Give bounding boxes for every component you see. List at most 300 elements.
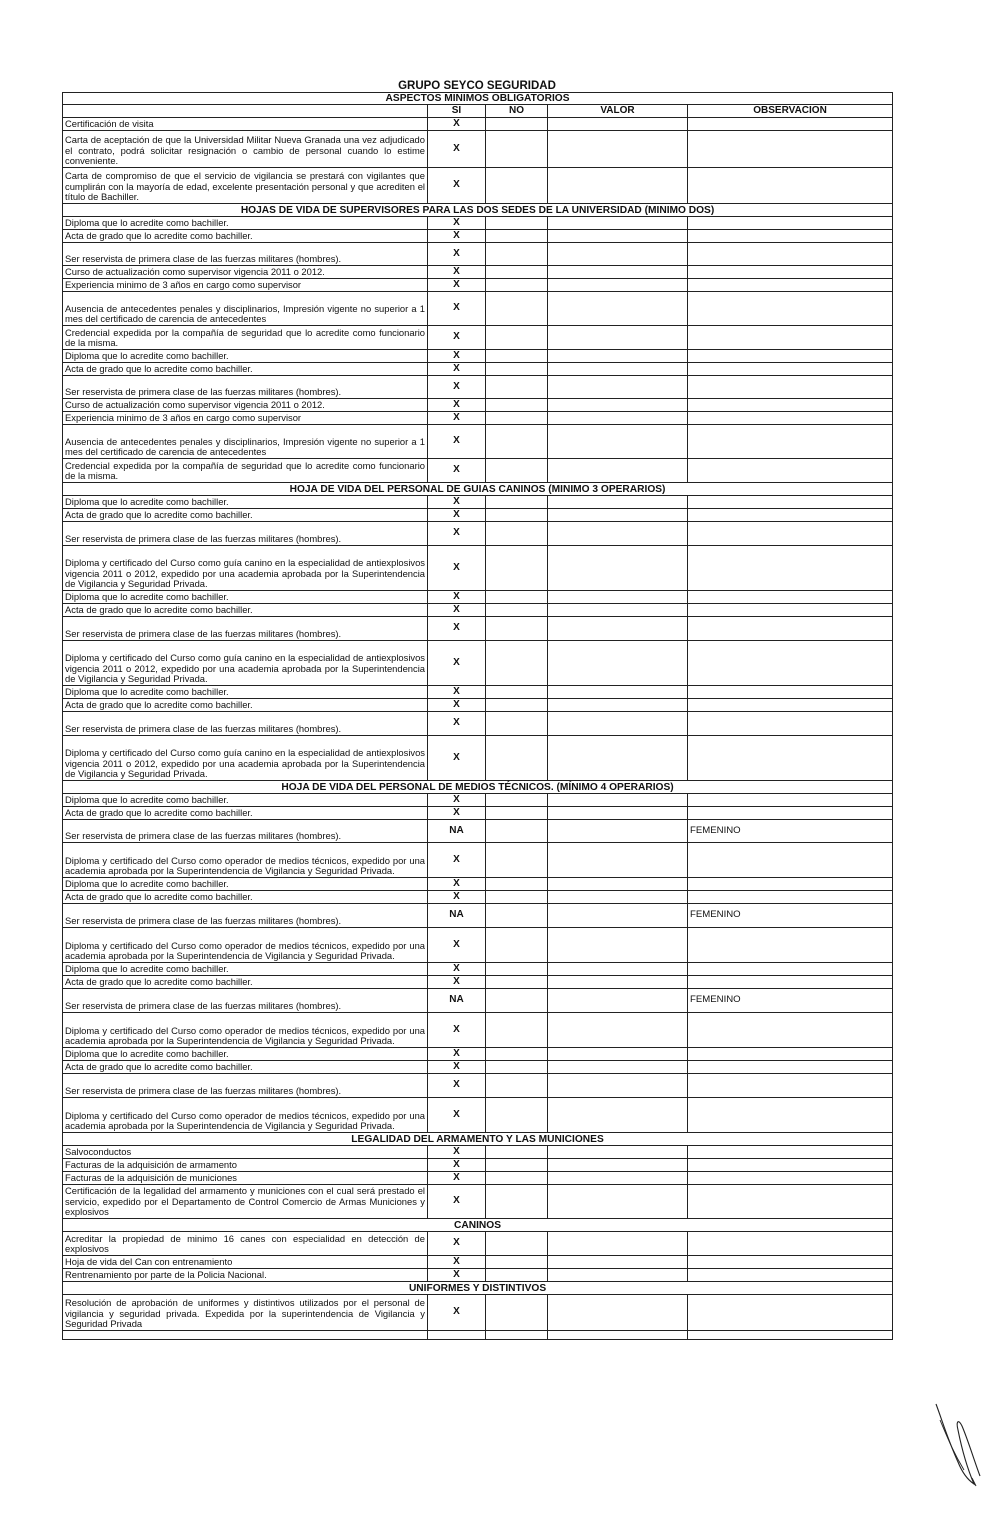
si-mark: X xyxy=(428,522,486,546)
no-mark xyxy=(486,963,548,976)
si-mark: X xyxy=(428,1172,486,1185)
no-mark xyxy=(486,904,548,928)
requirement-text: Diploma que lo acredite como bachiller. xyxy=(63,878,428,891)
requirement-text: Diploma que lo acredite como bachiller. xyxy=(63,1048,428,1061)
table-row xyxy=(63,363,893,376)
requirements-table-body xyxy=(63,93,893,1340)
section-header-row xyxy=(63,483,893,496)
requirement-text: Acta de grado que lo acredite como bachiller. xyxy=(63,976,428,989)
valor-cell xyxy=(548,1146,688,1159)
no-mark xyxy=(486,1172,548,1185)
si-mark: NA xyxy=(428,904,486,928)
table-row xyxy=(63,131,893,168)
no-mark xyxy=(486,522,548,546)
observation-cell xyxy=(688,736,893,781)
no-mark xyxy=(486,292,548,326)
valor-cell xyxy=(548,266,688,279)
observation-cell: FEMENINO xyxy=(688,820,893,843)
observation-cell xyxy=(688,266,893,279)
table-header-row xyxy=(63,105,893,118)
requirement-text: Ser reservista de primera clase de las fuerzas militares (hombres). xyxy=(63,820,428,843)
si-mark: X xyxy=(428,292,486,326)
si-mark: X xyxy=(428,326,486,350)
si-mark: X xyxy=(428,604,486,617)
observation-cell xyxy=(688,1098,893,1133)
no-mark xyxy=(486,217,548,230)
valor-cell xyxy=(548,376,688,399)
observation-cell xyxy=(688,591,893,604)
table-row xyxy=(63,963,893,976)
section-header-row xyxy=(63,1133,893,1146)
requirement-text: Diploma que lo acredite como bachiller. xyxy=(63,686,428,699)
observation-cell xyxy=(688,546,893,591)
requirement-text: Carta de aceptación de que la Universidad Militar Nueva Granada una vez adjudicado el contrato, podrá solicitar resignación o cambio de personal cuando lo estime conveniente. xyxy=(63,131,428,168)
observation-cell xyxy=(688,459,893,483)
requirement-text: Ser reservista de primera clase de las fuerzas militares (hombres). xyxy=(63,904,428,928)
requirement-text: Diploma y certificado del Curso como guía canino en la especialidad de antiexplosivos vigencia 2011 o 2012, expedido por una academia aprobada por la Superintendencia de Vigilancia y Seguridad Privada. xyxy=(63,546,428,591)
observation-cell xyxy=(688,509,893,522)
si-mark: X xyxy=(428,843,486,878)
valor-cell xyxy=(548,425,688,459)
observation-cell: FEMENINO xyxy=(688,904,893,928)
no-mark xyxy=(486,989,548,1013)
requirement-text: Rentrenamiento por parte de la Policia Nacional. xyxy=(63,1269,428,1282)
si-mark: X xyxy=(428,591,486,604)
no-mark xyxy=(486,686,548,699)
observation-cell xyxy=(688,1159,893,1172)
no-mark xyxy=(486,425,548,459)
observation-cell xyxy=(688,686,893,699)
section-title: HOJA DE VIDA DEL PERSONAL DE MEDIOS TÉCNICOS. (MÍNIMO 4 OPERARIOS) xyxy=(63,781,893,794)
no-mark xyxy=(486,412,548,425)
table-row xyxy=(63,617,893,641)
valor-cell xyxy=(548,591,688,604)
section-header-row xyxy=(63,781,893,794)
table-row xyxy=(63,412,893,425)
valor-cell xyxy=(548,363,688,376)
section-header-row xyxy=(63,204,893,217)
table-row xyxy=(63,376,893,399)
no-mark xyxy=(486,326,548,350)
valor-cell xyxy=(548,1013,688,1048)
requirement-text: Diploma y certificado del Curso como guía canino en la especialidad de antiexplosivos vigencia 2011 o 2012, expedido por una academia aprobada por la Superintendencia de Vigilancia y Seguridad Privada. xyxy=(63,641,428,686)
table-row xyxy=(63,266,893,279)
observation-cell xyxy=(688,279,893,292)
observation-cell xyxy=(688,891,893,904)
valor-cell xyxy=(548,963,688,976)
si-mark: X xyxy=(428,509,486,522)
si-mark: X xyxy=(428,928,486,963)
section-title: CANINOS xyxy=(63,1219,893,1232)
observation-cell xyxy=(688,1146,893,1159)
si-mark: X xyxy=(428,376,486,399)
no-mark xyxy=(486,1185,548,1219)
blank-cell xyxy=(428,1331,486,1340)
table-row xyxy=(63,989,893,1013)
valor-cell xyxy=(548,230,688,243)
valor-cell xyxy=(548,1048,688,1061)
si-mark: X xyxy=(428,459,486,483)
requirement-text: Diploma y certificado del Curso como operador de medios técnicos, expedido por una academia aprobada por la Superintendencia de Vigilancia y Seguridad Privada. xyxy=(63,843,428,878)
requirement-text: Credencial expedida por la compañía de seguridad que lo acredite como funcionario de la misma. xyxy=(63,326,428,350)
valor-cell xyxy=(548,928,688,963)
table-row xyxy=(63,591,893,604)
si-mark: NA xyxy=(428,989,486,1013)
valor-cell xyxy=(548,168,688,204)
si-mark: X xyxy=(428,1295,486,1331)
table-row xyxy=(63,1269,893,1282)
table-row xyxy=(63,292,893,326)
no-mark xyxy=(486,807,548,820)
valor-cell xyxy=(548,1074,688,1098)
valor-cell xyxy=(548,1232,688,1256)
table-subtitle: ASPECTOS MINIMOS OBLIGATORIOS xyxy=(63,93,893,105)
table-row xyxy=(63,686,893,699)
table-row xyxy=(63,459,893,483)
requirement-text: Curso de actualización como supervisor vigencia 2011 o 2012. xyxy=(63,266,428,279)
observation-cell xyxy=(688,425,893,459)
valor-cell xyxy=(548,641,688,686)
table-row xyxy=(63,1048,893,1061)
observation-cell xyxy=(688,641,893,686)
no-mark xyxy=(486,591,548,604)
table-row xyxy=(63,736,893,781)
si-mark: X xyxy=(428,350,486,363)
valor-cell xyxy=(548,412,688,425)
header-si: SI xyxy=(428,105,486,118)
observation-cell xyxy=(688,1074,893,1098)
no-mark xyxy=(486,1098,548,1133)
requirement-text: Certificación de la legalidad del armamento y municiones con el cual será prestado el servicio, expedido por el Departamento de Control Comercio de Armas Municiones y explosivos xyxy=(63,1185,428,1219)
no-mark xyxy=(486,604,548,617)
valor-cell xyxy=(548,118,688,131)
table-row xyxy=(63,794,893,807)
table-subtitle-row xyxy=(63,93,893,105)
no-mark xyxy=(486,1061,548,1074)
si-mark: X xyxy=(428,736,486,781)
valor-cell xyxy=(548,1172,688,1185)
requirement-text: Diploma que lo acredite como bachiller. xyxy=(63,963,428,976)
blank-row xyxy=(63,1331,893,1340)
si-mark: X xyxy=(428,412,486,425)
requirement-text: Ser reservista de primera clase de las fuerzas militares (hombres). xyxy=(63,522,428,546)
requirement-text: Acta de grado que lo acredite como bachiller. xyxy=(63,807,428,820)
valor-cell xyxy=(548,546,688,591)
si-mark: X xyxy=(428,496,486,509)
table-row xyxy=(63,904,893,928)
valor-cell xyxy=(548,878,688,891)
table-row xyxy=(63,807,893,820)
si-mark: X xyxy=(428,1013,486,1048)
table-row xyxy=(63,699,893,712)
requirement-text: Ser reservista de primera clase de las fuerzas militares (hombres). xyxy=(63,712,428,736)
no-mark xyxy=(486,279,548,292)
document-title: GRUPO SEYCO SEGURIDAD xyxy=(398,80,556,92)
observation-cell xyxy=(688,412,893,425)
table-row xyxy=(63,217,893,230)
section-title: LEGALIDAD DEL ARMAMENTO Y LAS MUNICIONES xyxy=(63,1133,893,1146)
si-mark: X xyxy=(428,1048,486,1061)
observation-cell xyxy=(688,1061,893,1074)
valor-cell xyxy=(548,1295,688,1331)
table-row xyxy=(63,1146,893,1159)
no-mark xyxy=(486,496,548,509)
table-row xyxy=(63,604,893,617)
si-mark: X xyxy=(428,807,486,820)
table-row xyxy=(63,1295,893,1331)
si-mark: X xyxy=(428,1074,486,1098)
si-mark: X xyxy=(428,617,486,641)
si-mark: X xyxy=(428,1098,486,1133)
valor-cell xyxy=(548,699,688,712)
valor-cell xyxy=(548,326,688,350)
blank-cell xyxy=(63,1331,428,1340)
header-no: NO xyxy=(486,105,548,118)
table-row xyxy=(63,546,893,591)
valor-cell xyxy=(548,522,688,546)
table-row xyxy=(63,243,893,266)
si-mark: X xyxy=(428,1146,486,1159)
no-mark xyxy=(486,1269,548,1282)
si-mark: X xyxy=(428,1256,486,1269)
observation-cell: FEMENINO xyxy=(688,989,893,1013)
requirement-text: Resolución de aprobación de uniformes y distintivos utilizados por el personal de vigilancia y seguridad privada. Expedida por la superintendencia de Vigilancia y Seguridad Privada xyxy=(63,1295,428,1331)
requirement-text: Acta de grado que lo acredite como bachiller. xyxy=(63,509,428,522)
table-row xyxy=(63,425,893,459)
requirement-text: Acta de grado que lo acredite como bachiller. xyxy=(63,699,428,712)
si-mark: X xyxy=(428,699,486,712)
observation-cell xyxy=(688,1185,893,1219)
no-mark xyxy=(486,976,548,989)
valor-cell xyxy=(548,891,688,904)
valor-cell xyxy=(548,509,688,522)
blank-cell xyxy=(548,1331,688,1340)
no-mark xyxy=(486,1232,548,1256)
no-mark xyxy=(486,843,548,878)
table-row xyxy=(63,976,893,989)
no-mark xyxy=(486,363,548,376)
valor-cell xyxy=(548,1185,688,1219)
si-mark: X xyxy=(428,546,486,591)
requirement-text: Acreditar la propiedad de minimo 16 canes con especialidad en detección de explosivos xyxy=(63,1232,428,1256)
observation-cell xyxy=(688,118,893,131)
header-valor: VALOR xyxy=(548,105,688,118)
observation-cell xyxy=(688,326,893,350)
si-mark: X xyxy=(428,1061,486,1074)
observation-cell xyxy=(688,1013,893,1048)
table-row xyxy=(63,350,893,363)
requirement-text: Diploma que lo acredite como bachiller. xyxy=(63,496,428,509)
requirements-table xyxy=(62,92,893,1340)
si-mark: X xyxy=(428,243,486,266)
section-header-row xyxy=(63,1219,893,1232)
si-mark: X xyxy=(428,363,486,376)
si-mark: X xyxy=(428,1159,486,1172)
si-mark: X xyxy=(428,686,486,699)
requirement-text: Diploma y certificado del Curso como operador de medios técnicos, expedido por una academia aprobada por la Superintendencia de Vigilancia y Seguridad Privada. xyxy=(63,928,428,963)
requirement-text: Experiencia minimo de 3 años en cargo como supervisor xyxy=(63,412,428,425)
requirement-text: Ser reservista de primera clase de las fuerzas militares (hombres). xyxy=(63,989,428,1013)
observation-cell xyxy=(688,1232,893,1256)
requirement-text: Acta de grado que lo acredite como bachiller. xyxy=(63,363,428,376)
table-row xyxy=(63,712,893,736)
no-mark xyxy=(486,1048,548,1061)
si-mark: X xyxy=(428,1232,486,1256)
requirement-text: Curso de actualización como supervisor vigencia 2011 o 2012. xyxy=(63,399,428,412)
requirement-text: Ser reservista de primera clase de las fuerzas militares (hombres). xyxy=(63,376,428,399)
requirement-text: Salvoconductos xyxy=(63,1146,428,1159)
valor-cell xyxy=(548,604,688,617)
no-mark xyxy=(486,1146,548,1159)
no-mark xyxy=(486,736,548,781)
si-mark: X xyxy=(428,891,486,904)
observation-cell xyxy=(688,878,893,891)
no-mark xyxy=(486,1074,548,1098)
table-row xyxy=(63,891,893,904)
si-mark: X xyxy=(428,1269,486,1282)
requirement-text: Facturas de la adquisición de municiones xyxy=(63,1172,428,1185)
observation-cell xyxy=(688,292,893,326)
observation-cell xyxy=(688,1256,893,1269)
no-mark xyxy=(486,168,548,204)
no-mark xyxy=(486,617,548,641)
no-mark xyxy=(486,399,548,412)
observation-cell xyxy=(688,976,893,989)
requirement-text: Acta de grado que lo acredite como bachiller. xyxy=(63,230,428,243)
table-row xyxy=(63,1232,893,1256)
blank-cell xyxy=(486,1331,548,1340)
observation-cell xyxy=(688,794,893,807)
no-mark xyxy=(486,376,548,399)
table-row xyxy=(63,509,893,522)
no-mark xyxy=(486,1256,548,1269)
observation-cell xyxy=(688,363,893,376)
no-mark xyxy=(486,546,548,591)
blank-cell xyxy=(688,1331,893,1340)
no-mark xyxy=(486,928,548,963)
table-row xyxy=(63,1098,893,1133)
valor-cell xyxy=(548,399,688,412)
table-row xyxy=(63,230,893,243)
si-mark: X xyxy=(428,168,486,204)
requirement-text: Ausencia de antecedentes penales y disciplinarios, Impresión vigente no superior a 1 mes del certificado de carencia de antecedentes xyxy=(63,292,428,326)
valor-cell xyxy=(548,496,688,509)
observation-cell xyxy=(688,807,893,820)
no-mark xyxy=(486,1295,548,1331)
no-mark xyxy=(486,118,548,131)
no-mark xyxy=(486,459,548,483)
requirement-text: Acta de grado que lo acredite como bachiller. xyxy=(63,604,428,617)
table-row xyxy=(63,1061,893,1074)
observation-cell xyxy=(688,350,893,363)
table-row xyxy=(63,1159,893,1172)
no-mark xyxy=(486,712,548,736)
requirement-text: Experiencia minimo de 3 años en cargo como supervisor xyxy=(63,279,428,292)
requirement-text: Diploma y certificado del Curso como guía canino en la especialidad de antiexplosivos vigencia 2011 o 2012, expedido por una academia aprobada por la Superintendencia de Vigilancia y Seguridad Privada. xyxy=(63,736,428,781)
requirement-text: Certificación de visita xyxy=(63,118,428,131)
observation-cell xyxy=(688,963,893,976)
valor-cell xyxy=(548,736,688,781)
requirement-text: Diploma y certificado del Curso como operador de medios técnicos, expedido por una academia aprobada por la Superintendencia de Vigilancia y Seguridad Privada. xyxy=(63,1013,428,1048)
valor-cell xyxy=(548,292,688,326)
requirement-text: Facturas de la adquisición de armamento xyxy=(63,1159,428,1172)
no-mark xyxy=(486,891,548,904)
no-mark xyxy=(486,509,548,522)
no-mark xyxy=(486,794,548,807)
table-row xyxy=(63,641,893,686)
valor-cell xyxy=(548,904,688,928)
si-mark: X xyxy=(428,217,486,230)
table-row xyxy=(63,496,893,509)
valor-cell xyxy=(548,1098,688,1133)
requirement-text: Ser reservista de primera clase de las fuerzas militares (hombres). xyxy=(63,243,428,266)
table-row xyxy=(63,1256,893,1269)
no-mark xyxy=(486,878,548,891)
requirement-text: Diploma y certificado del Curso como operador de medios técnicos, expedido por una academia aprobada por la Superintendencia de Vigilancia y Seguridad Privada. xyxy=(63,1098,428,1133)
valor-cell xyxy=(548,807,688,820)
no-mark xyxy=(486,230,548,243)
observation-cell xyxy=(688,496,893,509)
requirement-text: Diploma que lo acredite como bachiller. xyxy=(63,591,428,604)
observation-cell xyxy=(688,217,893,230)
table-row xyxy=(63,1185,893,1219)
requirement-text: Credencial expedida por la compañía de seguridad que lo acredite como funcionario de la misma. xyxy=(63,459,428,483)
no-mark xyxy=(486,699,548,712)
si-mark: X xyxy=(428,266,486,279)
table-row xyxy=(63,279,893,292)
si-mark: X xyxy=(428,641,486,686)
observation-cell xyxy=(688,699,893,712)
si-mark: X xyxy=(428,712,486,736)
handwritten-signature xyxy=(928,1400,988,1490)
si-mark: X xyxy=(428,878,486,891)
requirement-text: Diploma que lo acredite como bachiller. xyxy=(63,794,428,807)
valor-cell xyxy=(548,989,688,1013)
observation-cell xyxy=(688,1295,893,1331)
observation-cell xyxy=(688,243,893,266)
no-mark xyxy=(486,131,548,168)
section-title: UNIFORMES Y DISTINTIVOS xyxy=(63,1282,893,1295)
valor-cell xyxy=(548,1256,688,1269)
no-mark xyxy=(486,266,548,279)
table-row xyxy=(63,118,893,131)
observation-cell xyxy=(688,399,893,412)
table-row xyxy=(63,1172,893,1185)
si-mark: X xyxy=(428,399,486,412)
header-observacion: OBSERVACION xyxy=(688,105,893,118)
table-row xyxy=(63,399,893,412)
requirement-text: Diploma que lo acredite como bachiller. xyxy=(63,217,428,230)
valor-cell xyxy=(548,217,688,230)
no-mark xyxy=(486,820,548,843)
si-mark: X xyxy=(428,230,486,243)
valor-cell xyxy=(548,820,688,843)
section-title: HOJAS DE VIDA DE SUPERVISORES PARA LAS DOS SEDES DE LA UNIVERSIDAD (MINIMO DOS) xyxy=(63,204,893,217)
observation-cell xyxy=(688,604,893,617)
observation-cell xyxy=(688,843,893,878)
valor-cell xyxy=(548,243,688,266)
valor-cell xyxy=(548,1159,688,1172)
requirement-text: Acta de grado que lo acredite como bachiller. xyxy=(63,1061,428,1074)
si-mark: X xyxy=(428,976,486,989)
observation-cell xyxy=(688,168,893,204)
table-row xyxy=(63,928,893,963)
valor-cell xyxy=(548,350,688,363)
si-mark: X xyxy=(428,279,486,292)
requirement-text: Ausencia de antecedentes penales y disciplinarios, Impresión vigente no superior a 1 mes del certificado de carencia de antecedentes xyxy=(63,425,428,459)
valor-cell xyxy=(548,617,688,641)
observation-cell xyxy=(688,617,893,641)
